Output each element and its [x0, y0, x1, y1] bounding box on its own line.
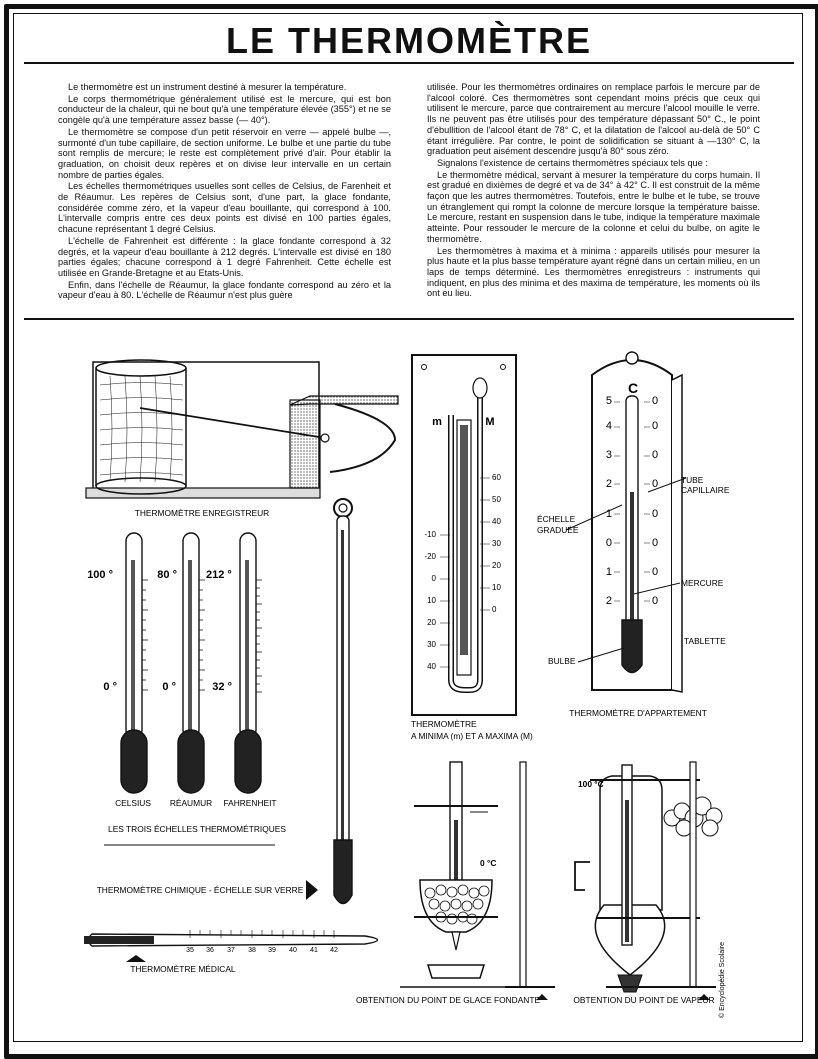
label-celsius: CELSIUS [115, 798, 151, 808]
chemical-thermometer-illustration [306, 499, 352, 904]
label-bulbe: BULBE [548, 656, 576, 666]
label-copyright: © Encyclopédie Scolaire [719, 942, 726, 1018]
paragraph: Le thermomètre se compose d'un petit réservoir en verre — appelé bulbe —, surmonté d'un tube capillaire, de section uniforme. Le bulbe et une partie du tube sont remplis de mercure; le reste est complètement privé d'air. Pour établir la graduation, on choisit deux repères et on divise leur intervalle en un certain nombre de parties égales. [58, 126, 391, 180]
fahrenheit-thermometer [235, 533, 261, 793]
minmax-left-30: 30 [427, 640, 436, 649]
medical-thermometer-illustration [84, 930, 378, 962]
reaumur-top-value: 80 ° [157, 569, 177, 581]
paragraph: Enfin, dans l'échelle de Réaumur, la glace fondante correspond au zéro et la vapeur d'eau à 80. L'échelle de Réaumur n'est plus guère [58, 279, 391, 301]
label-tablette: TABLETTE [684, 636, 726, 646]
minmax-right-30: 30 [492, 539, 501, 548]
label-glace: OBTENTION DU POINT DE GLACE FONDANTE [355, 995, 541, 1005]
room-unit-C: C [627, 380, 639, 396]
paragraph: Signalons l'existence de certains thermomètres spéciaux tels que : [437, 157, 708, 168]
medical-scale-39: 39 [268, 947, 276, 954]
fahrenheit-top-value: 212 ° [206, 569, 232, 581]
room-left-neg1: 1 [605, 566, 612, 578]
ice-point-apparatus [400, 762, 555, 987]
recording-thermometer-illustration [86, 360, 398, 498]
label-enregistreur: THERMOMÈTRE ENREGISTREUR [134, 508, 270, 518]
celsius-bottom-value: 0 ° [103, 681, 117, 693]
paragraph: Les échelles thermométriques usuelles sont celles de Celsius, de Farenheit et de Réaumur. Les repères de Celsius sont, d'une part, la glace fondante, considérée comme zéro, et la vapeur d'eau bouillante, qui correspond à 100. L'intervalle compris entre ces deux points est divisé en 100 parties égales, chacune représentant 1 degré Celsius. [58, 181, 391, 235]
medical-scale-35: 35 [186, 947, 194, 954]
label-vapeur: OBTENTION DU POINT DE VAPEUR [573, 995, 715, 1005]
label-chimique: THERMOMÈTRE CHIMIQUE - ÉCHELLE SUR VERRE [96, 885, 304, 895]
minmax-left-0: 0 [431, 574, 436, 583]
label-mercure: MERCURE [681, 578, 724, 588]
minmax-left-neg10: -10 [424, 530, 436, 539]
room-left-0: 0 [605, 537, 612, 549]
medical-scale-41: 41 [310, 947, 318, 954]
label-fahrenheit: FAHRENHEIT [223, 798, 277, 808]
label-medical: THERMOMÈTRE MÉDICAL [130, 964, 236, 974]
minmax-label-m: m [432, 416, 442, 428]
paragraph: Le thermomètre est un instrument destiné à mesurer la température. [68, 82, 347, 92]
paragraph: Le thermomètre médical, servant à mesurer la température du corps humain. Il est gradué en dixièmes de degré et va de 34° à 42° C. Il est construit de la même façon que les autres thermomètres. Toutefois, entre le bulbe et le tube, se trouve un étranglement qui rompt la colonne de mercure lorsque la température baisse. Le mercure, restant en suspension dans le tube, indique la température maximale atteinte. Pour ressouder le mercure de la colonne et celui du bulbe, on agite le thermomètre. [427, 169, 760, 244]
page-title: LE THERMOMÈTRE [226, 20, 592, 61]
minmax-right-40: 40 [492, 517, 501, 526]
label-hundred-c: 100 °C [578, 779, 604, 789]
medical-scale-38: 38 [248, 947, 256, 954]
room-right-0g: 0 [652, 566, 659, 578]
room-left-2: 2 [605, 478, 612, 490]
label-echelle-2: GRADUÉE [537, 525, 579, 535]
room-left-4: 4 [605, 420, 612, 432]
minmax-left-10: 10 [427, 596, 436, 605]
minmax-right-60: 60 [492, 473, 501, 482]
room-left-5: 5 [605, 395, 612, 407]
reaumur-bottom-value: 0 ° [162, 681, 176, 693]
paragraph: utilisée. Pour les thermomètres ordinaires on remplace parfois le mercure par de l'alcool coloré. Ces thermomètres sont cependant moins précis que ceux qui utilisent le mercure, parce que contrairement au mercure l'alcool mouille le verre. Ils ne peuvent pas être utilisés pour des température dépassant 50° C., le point d'ébullition de l'alcool étant de 78° C, et la dilatation de l'alcool au-delà de 50° C étant irrégulière. Par contre, le point de solidification se situant à —130° C, la graduation peut aisément descendre jusqu'à 80° sous zéro. [427, 82, 760, 157]
minmax-left-20: 20 [427, 618, 436, 627]
fahrenheit-bottom-value: 32 ° [212, 681, 232, 693]
paragraph: Les thermomètres à maxima et à minima : appareils utilisés pour mesurer la plus haute et la plus basse température ayant régné dans un certain milieu, en un laps de temps déterminé. Les thermomètres enregistreurs : instruments qui indiquent, en plus des minima et des maxima de température, les moments où ils ont eu lieu. [427, 245, 760, 299]
paragraph: L'échelle de Fahrenheit est différente : la glace fondante correspond à 32 degrés, et la vapeur d'eau bouillante à 212 degrés. L'intervalle est divisé en 180 parties égales; chacune correspond à 1 degré Fahrenheit. Cette échelle est utilisée en Grande-Bretagne et au Etats-Unis. [58, 235, 391, 278]
room-right-0c: 0 [652, 449, 659, 461]
celsius-thermometer [121, 533, 147, 793]
room-left-neg2: 2 [605, 595, 612, 607]
celsius-top-value: 100 ° [87, 569, 113, 581]
steam-point-apparatus [536, 762, 722, 1000]
minmax-right-0: 0 [492, 605, 497, 614]
medical-scale-40: 40 [289, 947, 297, 954]
minmax-left-40: 40 [427, 662, 436, 671]
label-reaumur: RÉAUMUR [169, 798, 213, 808]
label-zero-c: 0 °C [480, 858, 497, 868]
label-tube-1: TUBE [681, 475, 704, 485]
minmax-left-neg20: -20 [424, 552, 436, 561]
room-right-0f: 0 [652, 537, 659, 549]
medical-scale-36: 36 [206, 947, 214, 954]
room-thermometer-illustration [566, 352, 686, 692]
room-right-0h: 0 [652, 595, 659, 607]
label-minmax-2: A MINIMA (m) ET A MAXIMA (M) [411, 731, 533, 741]
label-minmax-1: THERMOMÈTRE [411, 719, 477, 729]
medical-scale-42: 42 [330, 947, 338, 954]
minmax-right-20: 20 [492, 561, 501, 570]
room-right-0a: 0 [652, 395, 659, 407]
label-tube-2: CAPILLAIRE [681, 485, 730, 495]
three-scales-illustration [121, 533, 262, 793]
minmax-label-M: M [485, 416, 495, 428]
minmax-right-50: 50 [492, 495, 501, 504]
minmax-right-10: 10 [492, 583, 501, 592]
medical-scale-37: 37 [227, 947, 235, 954]
room-left-1: 1 [605, 508, 612, 520]
reaumur-thermometer [178, 533, 204, 793]
label-appartement: THERMOMÈTRE D'APPARTEMENT [569, 708, 707, 718]
label-echelle-1: ÉCHELLE [537, 514, 576, 524]
room-right-0e: 0 [652, 508, 659, 520]
room-right-0d: 0 [652, 478, 659, 490]
room-right-0b: 0 [652, 420, 659, 432]
label-trois-echelles: LES TROIS ÉCHELLES THERMOMÉTRIQUES [108, 824, 286, 834]
room-left-3: 3 [605, 449, 612, 461]
paragraph: Le corps thermométrique généralement utilisé est le mercure, qui est bon conducteur de la chaleur, qui ne bout qu'à une température élevée (355°) et ne se congèle qu'à une température assez basse (— 40°). [58, 93, 391, 126]
